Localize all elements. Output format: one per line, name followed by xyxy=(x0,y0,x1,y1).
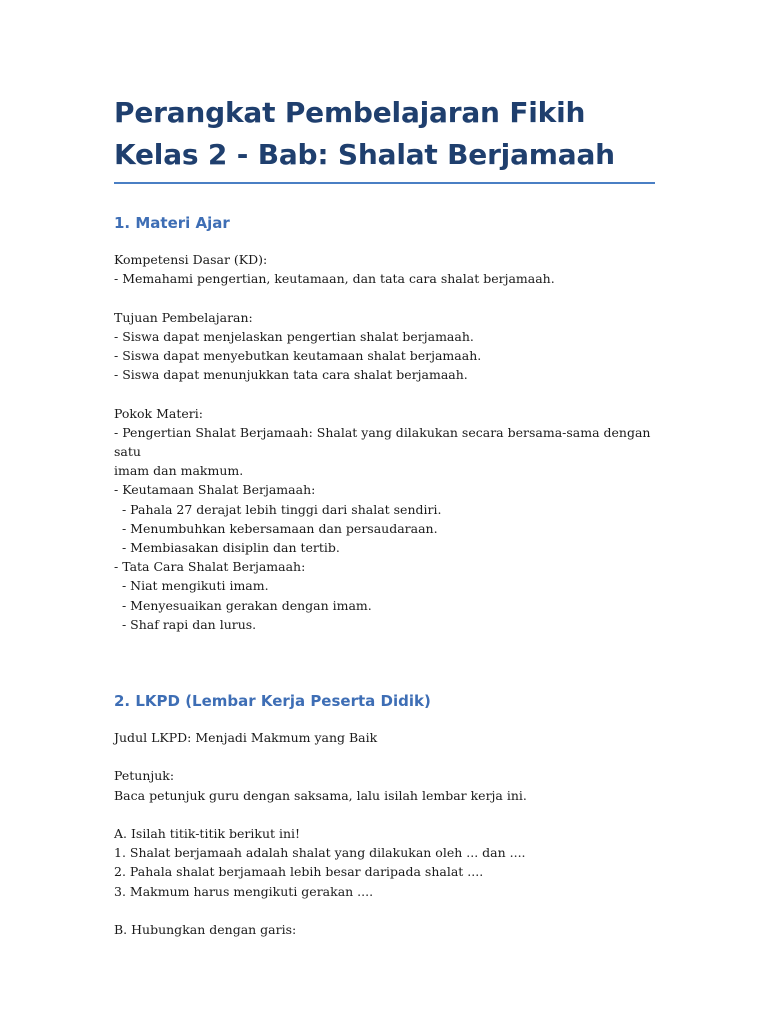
text-line: imam dan makmum. xyxy=(114,463,244,479)
text-line: - Pahala 27 derajat lebih tinggi dari shalat sendiri. xyxy=(114,501,442,517)
text-line: - Pengertian Shalat Berjamaah: Shalat yang dilakukan secara bersama-sama dengan satu xyxy=(114,424,655,459)
kompetensi-dasar-block xyxy=(114,250,655,288)
text-line: - Shaf rapi dan lurus. xyxy=(114,616,257,632)
text-line: - Memahami pengertian, keutamaan, dan tata cara shalat berjamaah. xyxy=(114,271,555,287)
text-line: Kompetensi Dasar (KD): xyxy=(114,252,268,267)
soal-a-block xyxy=(114,824,655,901)
text-line: - Menyesuaikan gerakan dengan imam. xyxy=(114,597,372,613)
text-line: - Siswa dapat menunjukkan tata cara shalat berjamaah. xyxy=(114,367,468,383)
petunjuk-block xyxy=(114,766,655,804)
document-title: Perangkat Pembelajaran Fikih Kelas 2 - Bab: Shalat Berjamaah xyxy=(114,92,655,184)
pokok-materi-block xyxy=(114,404,655,634)
text-line: - Siswa dapat menyebutkan keutamaan shalat berjamaah. xyxy=(114,348,482,363)
text-line: A. Isilah titik-titik berikut ini! xyxy=(114,826,301,842)
text-line: Judul LKPD: Menjadi Makmum yang Baik xyxy=(114,730,378,746)
text-line: - Tata Cara Shalat Berjamaah: xyxy=(114,559,306,575)
soal-b-block xyxy=(114,920,655,939)
text-line: 3. Makmum harus mengikuti gerakan .... xyxy=(114,883,374,899)
text-line: 2. Pahala shalat berjamaah lebih besar daripada shalat .... xyxy=(114,864,484,880)
tujuan-pembelajaran-block xyxy=(114,308,655,385)
text-line: B. Hubungkan dengan garis: xyxy=(114,922,297,938)
text-line: - Niat mengikuti imam. xyxy=(114,578,269,594)
text-line: 1. Shalat berjamaah adalah shalat yang dilakukan oleh ... dan .... xyxy=(114,845,526,861)
section-heading-materi-ajar: 1. Materi Ajar xyxy=(114,214,230,232)
text-line: Baca petunjuk guru dengan saksama, lalu isilah lembar kerja ini. xyxy=(114,787,527,803)
text-line: - Membiasakan disiplin dan tertib. xyxy=(114,540,340,556)
document-page xyxy=(114,92,655,939)
text-line: - Siswa dapat menjelaskan pengertian shalat berjamaah. xyxy=(114,328,474,344)
text-line: Tujuan Pembelajaran: xyxy=(114,309,253,325)
section-heading-lkpd: 2. LKPD (Lembar Kerja Peserta Didik) xyxy=(114,692,431,711)
text-line: Pokok Materi: xyxy=(114,405,203,421)
judul-lkpd-block xyxy=(114,728,655,747)
text-line: Petunjuk: xyxy=(114,768,175,784)
text-line: - Keutamaan Shalat Berjamaah: xyxy=(114,482,316,498)
text-line: - Menumbuhkan kebersamaan dan persaudaraan. xyxy=(114,520,438,536)
